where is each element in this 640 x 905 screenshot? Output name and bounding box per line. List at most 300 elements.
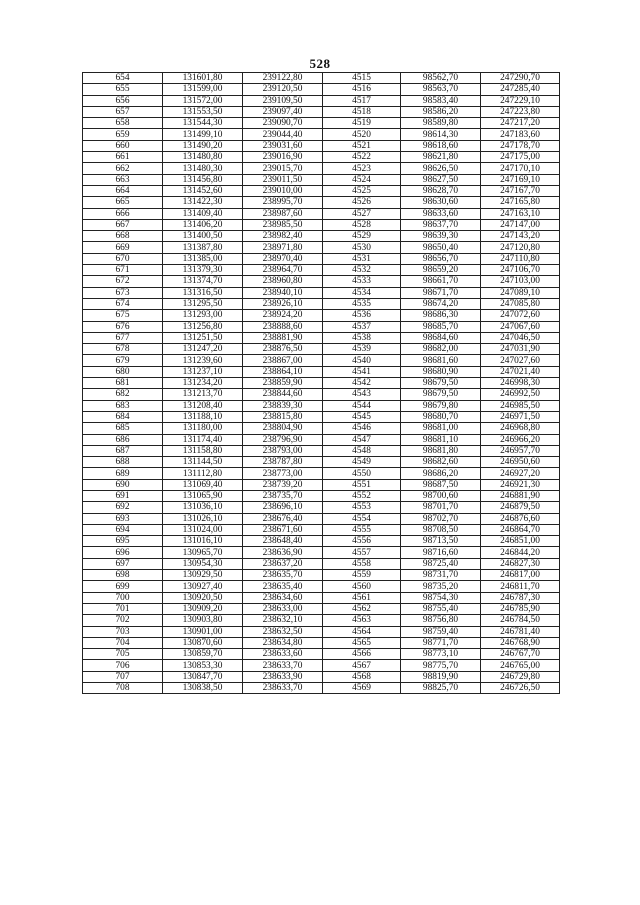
table-cell-y-coordinate: 246784,50 [481,615,560,626]
table-cell-y-coordinate: 238633,70 [243,683,323,694]
table-cell-x-coordinate: 98754,30 [401,592,481,603]
table-cell-y-coordinate: 247067,60 [481,321,560,332]
table-row [83,524,560,535]
table-cell-x-coordinate: 131409,40 [163,208,243,219]
table-cell-x-coordinate: 98661,70 [401,276,481,287]
table-cell-y-coordinate: 239109,50 [243,95,323,106]
table-cell-y-coordinate: 246950,60 [481,457,560,468]
table-cell-x-coordinate: 98627,50 [401,174,481,185]
table-row [83,558,560,569]
table-cell-y-coordinate: 238637,20 [243,558,323,569]
table-cell-x-coordinate: 131387,80 [163,242,243,253]
table-cell-point-number: 673 [83,287,163,298]
table-cell-point-number: 703 [83,626,163,637]
page-number: 528 [309,56,331,71]
table-row [83,468,560,479]
table-cell-point-number: 4516 [323,84,401,95]
table-cell-y-coordinate: 239010,00 [243,185,323,196]
table-cell-point-number: 657 [83,106,163,117]
table-cell-y-coordinate: 246971,50 [481,411,560,422]
table-cell-x-coordinate: 130927,40 [163,581,243,592]
table-cell-y-coordinate: 238970,40 [243,253,323,264]
table-cell-x-coordinate: 131026,10 [163,513,243,524]
table-cell-y-coordinate: 247175,00 [481,152,560,163]
table-cell-point-number: 4533 [323,276,401,287]
table-row [83,73,560,84]
table-cell-x-coordinate: 98621,80 [401,152,481,163]
table-cell-x-coordinate: 98702,70 [401,513,481,524]
table-cell-x-coordinate: 130838,50 [163,683,243,694]
table-cell-point-number: 4527 [323,208,401,219]
table-cell-x-coordinate: 98819,90 [401,671,481,682]
table-cell-point-number: 690 [83,479,163,490]
table-cell-x-coordinate: 98756,80 [401,615,481,626]
table-cell-point-number: 4564 [323,626,401,637]
table-cell-point-number: 4531 [323,253,401,264]
table-cell-x-coordinate: 98650,40 [401,242,481,253]
table-cell-y-coordinate: 238924,20 [243,310,323,321]
table-cell-point-number: 4535 [323,298,401,309]
table-row [83,140,560,151]
table-cell-point-number: 4528 [323,219,401,230]
table-cell-y-coordinate: 246985,50 [481,400,560,411]
table-row [83,152,560,163]
table-row [83,174,560,185]
table-cell-x-coordinate: 131293,00 [163,310,243,321]
table-row [83,547,560,558]
table-cell-y-coordinate: 246844,20 [481,547,560,558]
table-cell-x-coordinate: 131452,60 [163,185,243,196]
table-cell-y-coordinate: 238982,40 [243,231,323,242]
table-cell-y-coordinate: 238804,90 [243,423,323,434]
table-cell-x-coordinate: 130901,00 [163,626,243,637]
table-cell-point-number: 4566 [323,649,401,660]
table-cell-y-coordinate: 238671,60 [243,524,323,535]
table-cell-x-coordinate: 130853,30 [163,660,243,671]
table-cell-x-coordinate: 131158,80 [163,445,243,456]
table-cell-x-coordinate: 98708,50 [401,524,481,535]
table-row [83,163,560,174]
table-row [83,287,560,298]
table-cell-point-number: 4549 [323,457,401,468]
table-cell-x-coordinate: 98687,50 [401,479,481,490]
table-cell-x-coordinate: 98626,50 [401,163,481,174]
table-cell-y-coordinate: 247290,70 [481,73,560,84]
table-cell-point-number: 4551 [323,479,401,490]
table-row [83,208,560,219]
table-cell-point-number: 4554 [323,513,401,524]
table-cell-x-coordinate: 98628,70 [401,185,481,196]
table-cell-x-coordinate: 131251,50 [163,332,243,343]
table-cell-point-number: 4529 [323,231,401,242]
table-cell-x-coordinate: 98674,20 [401,298,481,309]
table-cell-y-coordinate: 238739,20 [243,479,323,490]
table-row [83,95,560,106]
coordinates-table-body [83,73,560,694]
table-cell-x-coordinate: 98633,60 [401,208,481,219]
table-cell-point-number: 4556 [323,536,401,547]
table-cell-x-coordinate: 98825,70 [401,683,481,694]
table-cell-point-number: 680 [83,366,163,377]
table-row [83,513,560,524]
table-cell-point-number: 701 [83,603,163,614]
table-cell-point-number: 674 [83,298,163,309]
table-cell-y-coordinate: 246957,70 [481,445,560,456]
table-cell-point-number: 4550 [323,468,401,479]
table-cell-point-number: 656 [83,95,163,106]
table-cell-x-coordinate: 98684,60 [401,332,481,343]
table-cell-y-coordinate: 238636,90 [243,547,323,558]
table-cell-y-coordinate: 246817,00 [481,570,560,581]
table-row [83,502,560,513]
table-row [83,671,560,682]
table-cell-y-coordinate: 246881,90 [481,490,560,501]
table-cell-x-coordinate: 130847,70 [163,671,243,682]
table-cell-y-coordinate: 247089,10 [481,287,560,298]
table-cell-y-coordinate: 238995,70 [243,197,323,208]
table-row [83,400,560,411]
table-cell-point-number: 4532 [323,265,401,276]
table-cell-point-number: 4541 [323,366,401,377]
table-cell-y-coordinate: 238985,50 [243,219,323,230]
table-cell-x-coordinate: 98681,00 [401,423,481,434]
table-cell-x-coordinate: 131234,20 [163,378,243,389]
table-cell-x-coordinate: 130870,60 [163,637,243,648]
table-cell-x-coordinate: 98681,80 [401,445,481,456]
table-row [83,603,560,614]
table-cell-point-number: 4557 [323,547,401,558]
table-cell-point-number: 4526 [323,197,401,208]
table-cell-x-coordinate: 131239,60 [163,355,243,366]
table-cell-point-number: 706 [83,660,163,671]
table-cell-y-coordinate: 238633,60 [243,649,323,660]
table-cell-y-coordinate: 246811,70 [481,581,560,592]
table-row [83,445,560,456]
table-row [83,615,560,626]
table-row [83,118,560,129]
table-cell-y-coordinate: 247229,10 [481,95,560,106]
table-cell-point-number: 4553 [323,502,401,513]
table-row [83,344,560,355]
table-cell-point-number: 4544 [323,400,401,411]
table-cell-x-coordinate: 131374,70 [163,276,243,287]
table-cell-x-coordinate: 131490,20 [163,140,243,151]
table-cell-point-number: 4552 [323,490,401,501]
table-cell-point-number: 4560 [323,581,401,592]
table-cell-x-coordinate: 131295,50 [163,298,243,309]
table-cell-y-coordinate: 238971,80 [243,242,323,253]
table-cell-x-coordinate: 131144,50 [163,457,243,468]
table-cell-point-number: 666 [83,208,163,219]
table-cell-point-number: 697 [83,558,163,569]
table-cell-y-coordinate: 238632,10 [243,615,323,626]
table-cell-x-coordinate: 131385,00 [163,253,243,264]
table-cell-x-coordinate: 98671,70 [401,287,481,298]
table-cell-y-coordinate: 238888,60 [243,321,323,332]
table-cell-point-number: 691 [83,490,163,501]
table-cell-point-number: 4515 [323,73,401,84]
table-cell-point-number: 688 [83,457,163,468]
table-cell-point-number: 4543 [323,389,401,400]
table-cell-point-number: 4555 [323,524,401,535]
table-cell-y-coordinate: 246921,30 [481,479,560,490]
table-cell-x-coordinate: 131256,80 [163,321,243,332]
table-cell-x-coordinate: 98562,70 [401,73,481,84]
table-cell-point-number: 704 [83,637,163,648]
table-cell-y-coordinate: 238633,90 [243,671,323,682]
table-cell-point-number: 4547 [323,434,401,445]
table-cell-point-number: 4539 [323,344,401,355]
table-cell-x-coordinate: 98725,40 [401,558,481,569]
table-cell-point-number: 676 [83,321,163,332]
table-cell-x-coordinate: 98682,00 [401,344,481,355]
table-cell-y-coordinate: 238635,70 [243,570,323,581]
table-cell-x-coordinate: 98583,40 [401,95,481,106]
table-cell-point-number: 4565 [323,637,401,648]
table-cell-x-coordinate: 131480,80 [163,152,243,163]
table-cell-x-coordinate: 98686,30 [401,310,481,321]
table-cell-x-coordinate: 131406,20 [163,219,243,230]
table-row [83,231,560,242]
table-cell-x-coordinate: 130954,30 [163,558,243,569]
table-cell-x-coordinate: 131016,10 [163,536,243,547]
table-cell-y-coordinate: 239016,90 [243,152,323,163]
table-cell-y-coordinate: 238815,80 [243,411,323,422]
table-cell-y-coordinate: 238787,80 [243,457,323,468]
table-cell-point-number: 4546 [323,423,401,434]
table-cell-y-coordinate: 238839,30 [243,400,323,411]
table-cell-point-number: 671 [83,265,163,276]
table-cell-point-number: 4558 [323,558,401,569]
table-cell-x-coordinate: 98589,80 [401,118,481,129]
table-cell-x-coordinate: 131112,80 [163,468,243,479]
table-cell-y-coordinate: 246781,40 [481,626,560,637]
table-cell-point-number: 4567 [323,660,401,671]
table-cell-point-number: 4523 [323,163,401,174]
table-cell-y-coordinate: 246998,30 [481,378,560,389]
table-row [83,581,560,592]
table-row [83,637,560,648]
table-cell-point-number: 658 [83,118,163,129]
table-cell-y-coordinate: 246879,50 [481,502,560,513]
table-cell-y-coordinate: 239044,40 [243,129,323,140]
table-cell-y-coordinate: 238964,70 [243,265,323,276]
table-row [83,265,560,276]
table-cell-x-coordinate: 98639,30 [401,231,481,242]
table-cell-y-coordinate: 246767,70 [481,649,560,660]
table-row [83,479,560,490]
table-cell-point-number: 4536 [323,310,401,321]
table-cell-point-number: 672 [83,276,163,287]
table-row [83,332,560,343]
table-cell-y-coordinate: 247169,10 [481,174,560,185]
table-cell-x-coordinate: 98700,60 [401,490,481,501]
table-row [83,434,560,445]
table-cell-point-number: 4542 [323,378,401,389]
table-cell-y-coordinate: 239011,50 [243,174,323,185]
table-cell-y-coordinate: 238864,10 [243,366,323,377]
table-cell-x-coordinate: 131422,30 [163,197,243,208]
table-cell-x-coordinate: 130920,50 [163,592,243,603]
table-cell-point-number: 659 [83,129,163,140]
table-cell-x-coordinate: 130965,70 [163,547,243,558]
table-cell-y-coordinate: 247072,60 [481,310,560,321]
table-cell-y-coordinate: 238696,10 [243,502,323,513]
table-cell-point-number: 4548 [323,445,401,456]
table-cell-point-number: 4568 [323,671,401,682]
table-cell-y-coordinate: 247183,60 [481,129,560,140]
table-row [83,389,560,400]
table-cell-y-coordinate: 238735,70 [243,490,323,501]
table-cell-point-number: 695 [83,536,163,547]
table-cell-point-number: 669 [83,242,163,253]
table-cell-x-coordinate: 98685,70 [401,321,481,332]
table-cell-x-coordinate: 131024,00 [163,524,243,535]
table-cell-y-coordinate: 238987,60 [243,208,323,219]
table-cell-x-coordinate: 130859,70 [163,649,243,660]
table-cell-x-coordinate: 131456,80 [163,174,243,185]
table-cell-point-number: 4521 [323,140,401,151]
table-cell-y-coordinate: 247046,50 [481,332,560,343]
table-cell-point-number: 4534 [323,287,401,298]
table-row [83,457,560,468]
table-cell-y-coordinate: 239090,70 [243,118,323,129]
table-cell-point-number: 668 [83,231,163,242]
table-row [83,242,560,253]
table-cell-x-coordinate: 131572,00 [163,95,243,106]
table-cell-x-coordinate: 98679,50 [401,378,481,389]
table-row [83,298,560,309]
table-cell-y-coordinate: 238632,50 [243,626,323,637]
table-cell-x-coordinate: 98614,30 [401,129,481,140]
table-cell-point-number: 682 [83,389,163,400]
table-cell-point-number: 4517 [323,95,401,106]
table-cell-point-number: 4524 [323,174,401,185]
table-cell-y-coordinate: 238876,50 [243,344,323,355]
table-cell-point-number: 677 [83,332,163,343]
coordinates-table [82,72,560,694]
table-row [83,592,560,603]
table-cell-point-number: 687 [83,445,163,456]
table-cell-point-number: 4520 [323,129,401,140]
table-cell-y-coordinate: 239015,70 [243,163,323,174]
table-cell-point-number: 679 [83,355,163,366]
table-cell-y-coordinate: 238844,60 [243,389,323,400]
table-cell-y-coordinate: 246968,80 [481,423,560,434]
table-cell-y-coordinate: 247143,20 [481,231,560,242]
table-cell-x-coordinate: 98681,60 [401,355,481,366]
table-cell-point-number: 4525 [323,185,401,196]
table-cell-point-number: 689 [83,468,163,479]
table-cell-point-number: 694 [83,524,163,535]
table-cell-y-coordinate: 238676,40 [243,513,323,524]
table-cell-point-number: 4530 [323,242,401,253]
table-cell-x-coordinate: 98716,60 [401,547,481,558]
table-cell-x-coordinate: 131036,10 [163,502,243,513]
table-cell-y-coordinate: 239097,40 [243,106,323,117]
table-row [83,129,560,140]
table-cell-point-number: 661 [83,152,163,163]
table-cell-point-number: 693 [83,513,163,524]
table-cell-x-coordinate: 98679,50 [401,389,481,400]
table-cell-y-coordinate: 246729,80 [481,671,560,682]
table-cell-y-coordinate: 246927,20 [481,468,560,479]
table-row [83,378,560,389]
table-cell-point-number: 4561 [323,592,401,603]
table-cell-x-coordinate: 98659,20 [401,265,481,276]
table-cell-y-coordinate: 247110,80 [481,253,560,264]
table-cell-y-coordinate: 238648,40 [243,536,323,547]
table-cell-x-coordinate: 98755,40 [401,603,481,614]
table-row [83,490,560,501]
table-cell-point-number: 660 [83,140,163,151]
table-cell-x-coordinate: 98701,70 [401,502,481,513]
table-row [83,219,560,230]
table-cell-y-coordinate: 246726,50 [481,683,560,694]
table-cell-point-number: 4537 [323,321,401,332]
table-cell-point-number: 670 [83,253,163,264]
table-cell-y-coordinate: 247147,00 [481,219,560,230]
table-row [83,366,560,377]
table-row [83,84,560,95]
table-cell-point-number: 664 [83,185,163,196]
table-cell-point-number: 683 [83,400,163,411]
table-cell-point-number: 4559 [323,570,401,581]
table-cell-y-coordinate: 246851,00 [481,536,560,547]
table-row [83,626,560,637]
table-cell-y-coordinate: 238793,00 [243,445,323,456]
table-row [83,683,560,694]
table-cell-y-coordinate: 247021,40 [481,366,560,377]
table-cell-point-number: 705 [83,649,163,660]
table-cell-y-coordinate: 246768,90 [481,637,560,648]
table-cell-point-number: 696 [83,547,163,558]
table-row [83,423,560,434]
table-cell-y-coordinate: 238867,00 [243,355,323,366]
table-row [83,321,560,332]
table-cell-x-coordinate: 131213,70 [163,389,243,400]
table-cell-x-coordinate: 98686,20 [401,468,481,479]
table-cell-y-coordinate: 238633,70 [243,660,323,671]
table-cell-x-coordinate: 98680,70 [401,411,481,422]
table-cell-x-coordinate: 98775,70 [401,660,481,671]
table-cell-y-coordinate: 238926,10 [243,298,323,309]
table-cell-y-coordinate: 239031,60 [243,140,323,151]
table-cell-x-coordinate: 98681,10 [401,434,481,445]
table-cell-point-number: 4538 [323,332,401,343]
table-cell-x-coordinate: 131180,00 [163,423,243,434]
table-cell-y-coordinate: 247285,40 [481,84,560,95]
table-row [83,649,560,660]
table-cell-x-coordinate: 131601,80 [163,73,243,84]
table-row [83,253,560,264]
table-cell-x-coordinate: 131544,30 [163,118,243,129]
table-cell-x-coordinate: 131480,30 [163,163,243,174]
table-cell-y-coordinate: 238634,80 [243,637,323,648]
table-row [83,106,560,117]
table-cell-x-coordinate: 98618,60 [401,140,481,151]
table-cell-y-coordinate: 246966,20 [481,434,560,445]
table-cell-x-coordinate: 98713,50 [401,536,481,547]
table-cell-point-number: 698 [83,570,163,581]
table-cell-y-coordinate: 238960,80 [243,276,323,287]
table-cell-point-number: 655 [83,84,163,95]
table-cell-x-coordinate: 131316,50 [163,287,243,298]
table-cell-point-number: 707 [83,671,163,682]
table-cell-x-coordinate: 130903,80 [163,615,243,626]
table-cell-point-number: 667 [83,219,163,230]
table-cell-y-coordinate: 247103,00 [481,276,560,287]
